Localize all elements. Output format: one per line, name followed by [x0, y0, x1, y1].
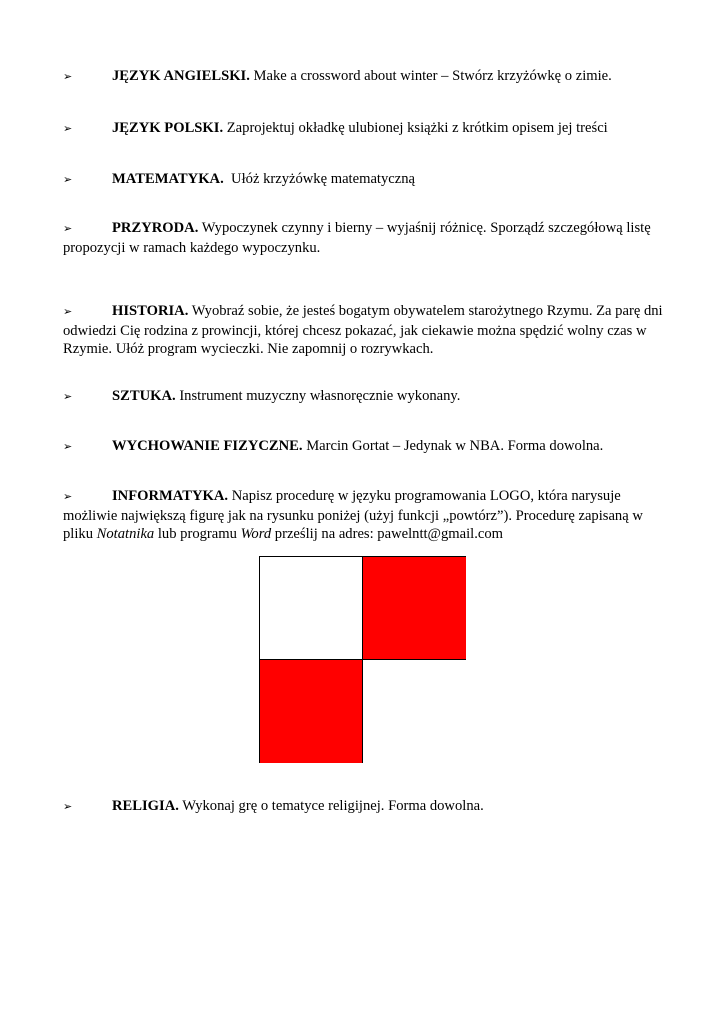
task-text: Napisz procedurę w języku programowania LOGO, która narysuje możliwie największą figurę jak na rysunku poniżej (użyj funkcji „powtórz”). Procedurę zapisaną w pliku	[63, 488, 643, 542]
arrow-bullet-icon: ➢	[63, 222, 73, 235]
arrow-bullet-icon: ➢	[63, 800, 73, 813]
figure-cell-top-right	[363, 557, 466, 660]
item-historia	[63, 302, 663, 359]
task-text-email: prześlij na adres: pawelntt@gmail.com	[271, 526, 504, 542]
subject-label: MATEMATYKA.	[112, 171, 224, 187]
task-text: Instrument muzyczny własnoręcznie wykonany.	[175, 388, 461, 404]
task-text: Wyobraź sobie, że jesteś bogatym obywatelem starożytnego Rzymu. Za parę dni odwiedzi Cię rodzina z prowincji, której chcesz pokazać, jak ciekawie można spędzić wolny czas w Rzymie. Ułóż program wycieczki. Nie zapomnij o rozrywkach.	[63, 303, 663, 357]
word-italic: Word	[240, 526, 272, 542]
task-text: Make a crossword about winter – Stwórz krzyżówkę o zimie.	[249, 68, 612, 84]
arrow-bullet-icon: ➢	[63, 122, 73, 135]
figure-cell-bottom-right	[363, 660, 466, 763]
subject-label: HISTORIA.	[112, 303, 189, 319]
arrow-bullet-icon: ➢	[63, 390, 73, 403]
item-przyroda	[63, 219, 663, 257]
task-text: Wykonaj grę o tematyce religijnej. Forma dowolna.	[178, 798, 484, 814]
subject-label: WYCHOWANIE FIZYCZNE.	[112, 438, 303, 454]
item-informatyka	[63, 487, 663, 544]
figure-cell-top-left	[260, 557, 363, 660]
figure-cell-bottom-left	[260, 660, 363, 763]
subject-label: JĘZYK POLSKI.	[112, 120, 224, 136]
task-text: Ułóż krzyżówkę matematyczną	[223, 171, 416, 187]
arrow-bullet-icon: ➢	[63, 440, 73, 453]
item-wychowanie-fizyczne	[63, 437, 663, 457]
checker-figure	[259, 556, 466, 763]
arrow-bullet-icon: ➢	[63, 173, 73, 186]
task-text: Marcin Gortat – Jedynak w NBA. Forma dowolna.	[302, 438, 604, 454]
item-matematyka	[63, 170, 663, 190]
arrow-bullet-icon: ➢	[63, 490, 73, 503]
subject-label: SZTUKA.	[112, 388, 176, 404]
task-text-cont: lub programu	[154, 526, 241, 542]
item-sztuka	[63, 387, 663, 407]
task-text: Zaprojektuj okładkę ulubionej książki z krótkim opisem jej treści	[223, 120, 608, 136]
arrow-bullet-icon: ➢	[63, 70, 73, 83]
item-angielski	[63, 67, 663, 87]
item-religia	[63, 797, 663, 817]
arrow-bullet-icon: ➢	[63, 305, 73, 318]
task-text: Wypoczynek czynny i bierny – wyjaśnij różnicę. Sporządź szczegółową listę propozycji w ramach każdego wypoczynku.	[63, 220, 651, 256]
subject-label: INFORMATYKA.	[112, 488, 229, 504]
subject-label: JĘZYK ANGIELSKI.	[112, 68, 250, 84]
notatnik-italic: Notatnika	[96, 526, 155, 542]
subject-label: RELIGIA.	[112, 798, 179, 814]
item-polski	[63, 119, 663, 139]
subject-label: PRZYRODA.	[112, 220, 199, 236]
